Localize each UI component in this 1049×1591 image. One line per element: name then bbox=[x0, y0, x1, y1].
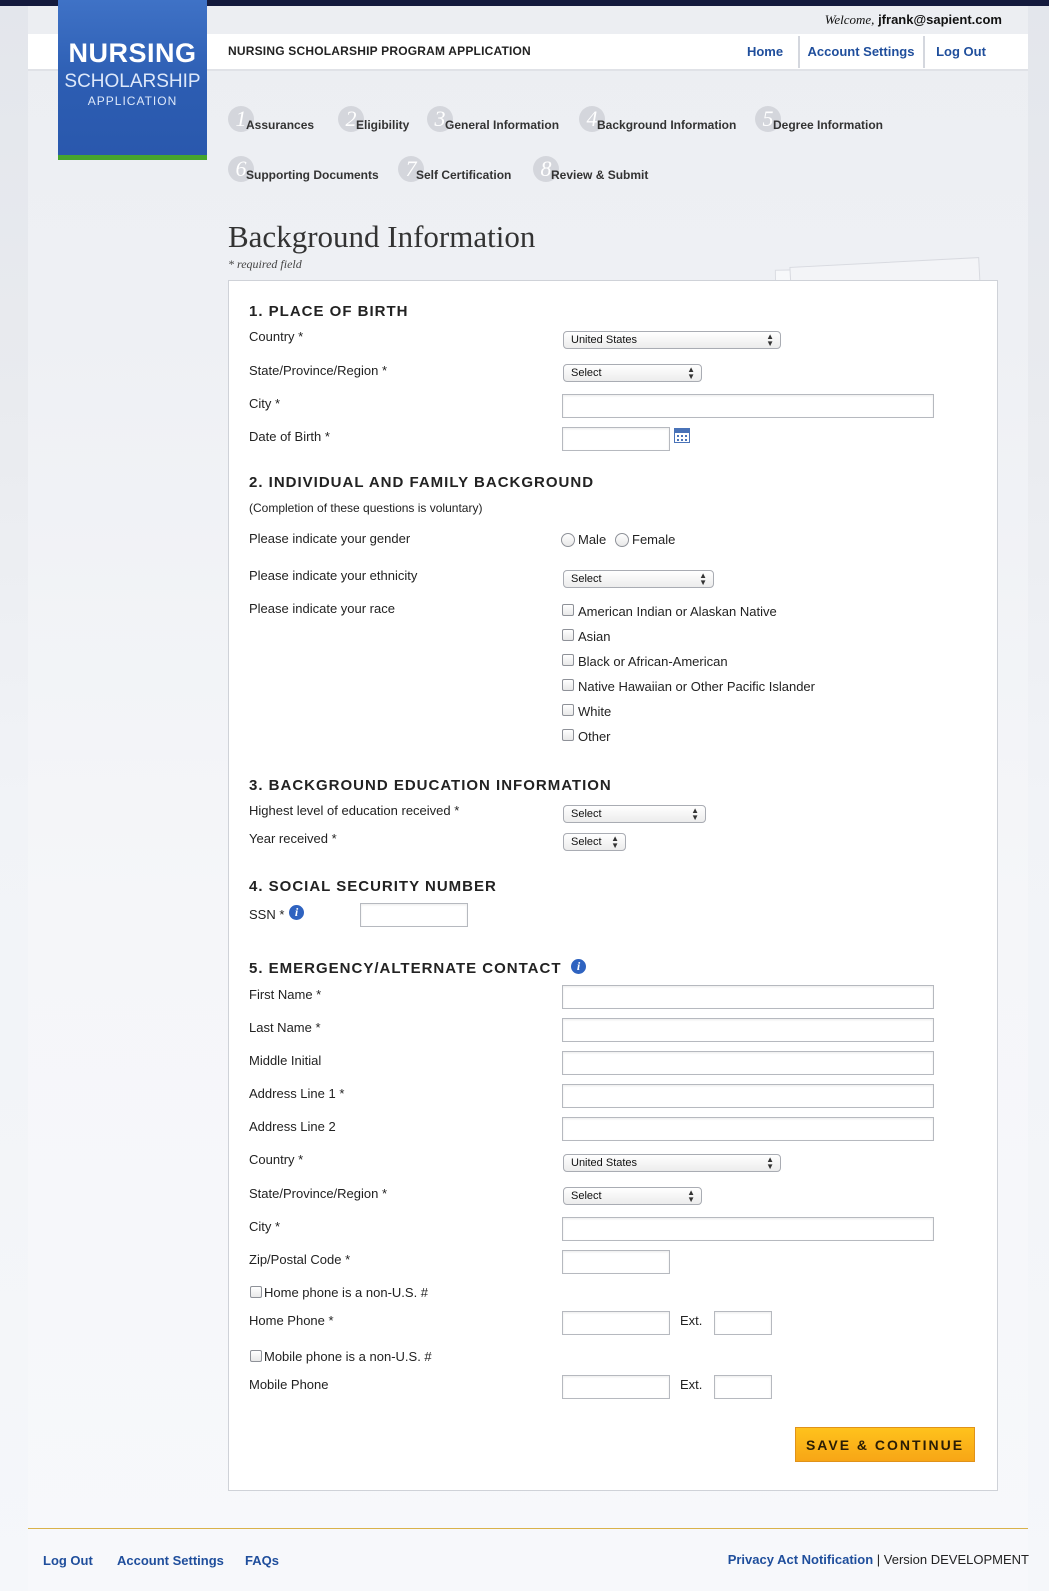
step-label: Self Certification bbox=[416, 168, 512, 182]
select-value: United States bbox=[571, 1157, 638, 1169]
logo-line2: SCHOLARSHIP bbox=[64, 71, 201, 92]
gender-label: Please indicate your gender bbox=[249, 531, 411, 546]
step-label: Supporting Documents bbox=[246, 168, 379, 182]
gender-female-radio[interactable] bbox=[615, 533, 629, 547]
select-value: Select bbox=[571, 836, 602, 848]
address2-label: Address Line 2 bbox=[249, 1119, 336, 1134]
select-value: Select bbox=[571, 808, 602, 820]
contact-city-input[interactable] bbox=[562, 1217, 934, 1241]
zip-label: Zip/Postal Code * bbox=[249, 1252, 351, 1267]
step-label: Eligibility bbox=[356, 118, 410, 132]
step-background-information[interactable] bbox=[579, 106, 736, 132]
mobile-phone-nonus-checkbox[interactable] bbox=[250, 1350, 262, 1362]
step-number: 3 bbox=[427, 106, 453, 132]
step-assurances[interactable] bbox=[228, 106, 314, 132]
home-ext-label: Ext. bbox=[680, 1313, 703, 1328]
select-value: Select bbox=[571, 367, 602, 379]
mobile-phone-input[interactable] bbox=[562, 1375, 670, 1399]
nav-home[interactable]: Home bbox=[746, 44, 784, 59]
save-and-continue-button[interactable]: SAVE & CONTINUE bbox=[795, 1427, 975, 1462]
step-review-submit[interactable] bbox=[533, 156, 648, 182]
contact-state-label: State/Province/Region * bbox=[249, 1186, 388, 1201]
step-label: Background Information bbox=[597, 118, 737, 132]
race-option-label[interactable]: Other bbox=[578, 729, 611, 744]
last-name-label: Last Name * bbox=[249, 1020, 321, 1035]
middle-initial-input[interactable] bbox=[562, 1051, 934, 1075]
nursing-scholarship-logo[interactable] bbox=[58, 0, 207, 160]
year-received-select[interactable] bbox=[563, 833, 626, 851]
step-number: 5 bbox=[755, 106, 781, 132]
version-text: | Version DEVELOPMENT bbox=[876, 1552, 1029, 1567]
footer-version bbox=[728, 1552, 1029, 1567]
section-heading-education: 3. BACKGROUND EDUCATION INFORMATION bbox=[249, 777, 612, 794]
footer-account-settings-link[interactable]: Account Settings bbox=[117, 1553, 224, 1568]
logo-line3: APPLICATION bbox=[87, 94, 178, 108]
gender-female-label[interactable]: Female bbox=[632, 532, 676, 547]
select-arrows-icon: ▲ ▼ bbox=[766, 332, 774, 348]
step-number: 7 bbox=[398, 156, 424, 182]
select-value: Select bbox=[571, 1190, 602, 1202]
home-phone-nonus-checkbox[interactable] bbox=[250, 1286, 262, 1298]
race-option-label[interactable]: Asian bbox=[578, 629, 611, 644]
race-checkbox[interactable] bbox=[562, 704, 574, 716]
home-phone-input[interactable] bbox=[562, 1311, 670, 1335]
home-phone-label: Home Phone * bbox=[249, 1313, 334, 1328]
birth-state-select[interactable] bbox=[563, 364, 702, 382]
select-arrows-icon: ▲ ▼ bbox=[687, 1188, 695, 1204]
address1-label: Address Line 1 * bbox=[249, 1086, 345, 1101]
section-heading-ssn: 4. SOCIAL SECURITY NUMBER bbox=[249, 878, 497, 895]
address1-input[interactable] bbox=[562, 1084, 934, 1108]
section-heading-emergency-contact: 5. EMERGENCY/ALTERNATE CONTACT bbox=[249, 960, 562, 977]
dob-label: Date of Birth * bbox=[249, 429, 330, 444]
welcome-prefix: Welcome, bbox=[824, 12, 875, 27]
race-checkbox[interactable] bbox=[562, 679, 574, 691]
nav-log-out[interactable]: Log Out bbox=[936, 44, 986, 59]
race-option-label[interactable]: American Indian or Alaskan Native bbox=[578, 604, 777, 619]
birth-city-input[interactable] bbox=[562, 394, 934, 418]
ethnicity-select[interactable] bbox=[563, 570, 714, 588]
gender-male-radio[interactable] bbox=[561, 533, 575, 547]
ethnicity-label: Please indicate your ethnicity bbox=[249, 568, 418, 583]
page-title: Background Information bbox=[228, 219, 536, 254]
education-level-select[interactable] bbox=[563, 805, 706, 823]
race-option-label[interactable]: White bbox=[578, 704, 612, 719]
emergency-contact-info-icon[interactable]: i bbox=[571, 959, 586, 974]
year-received-label: Year received * bbox=[249, 831, 337, 846]
select-arrows-icon: ▲ ▼ bbox=[699, 571, 707, 587]
education-level-label: Highest level of education received * bbox=[249, 803, 460, 818]
ssn-info-icon[interactable]: i bbox=[289, 905, 304, 920]
step-degree-information[interactable] bbox=[755, 106, 883, 132]
race-option-label[interactable]: Native Hawaiian or Other Pacific Islander bbox=[578, 679, 815, 694]
mobile-phone-nonus-label[interactable]: Mobile phone is a non-U.S. # bbox=[264, 1349, 432, 1364]
birth-city-label: City * bbox=[249, 396, 281, 411]
app-title: NURSING SCHOLARSHIP PROGRAM APPLICATION bbox=[228, 44, 531, 58]
select-value: United States bbox=[571, 334, 638, 346]
mobile-ext-input[interactable] bbox=[714, 1375, 772, 1399]
race-checkbox[interactable] bbox=[562, 729, 574, 741]
first-name-label: First Name * bbox=[249, 987, 322, 1002]
step-supporting-documents[interactable] bbox=[228, 156, 379, 182]
step-label: Assurances bbox=[246, 118, 315, 132]
race-checkbox[interactable] bbox=[562, 629, 574, 641]
step-number: 6 bbox=[228, 156, 254, 182]
select-arrows-icon: ▲ ▼ bbox=[691, 806, 699, 822]
ssn-input[interactable] bbox=[360, 903, 468, 927]
voluntary-note: (Completion of these questions is voluntary) bbox=[249, 501, 483, 515]
step-number: 1 bbox=[228, 106, 254, 132]
select-arrows-icon: ▲ ▼ bbox=[687, 365, 695, 381]
birth-country-select[interactable] bbox=[563, 331, 781, 349]
mobile-phone-label: Mobile Phone bbox=[249, 1377, 329, 1392]
contact-city-label: City * bbox=[249, 1219, 281, 1234]
contact-country-select[interactable] bbox=[563, 1154, 781, 1172]
welcome-message bbox=[825, 12, 1002, 28]
home-phone-nonus-label[interactable]: Home phone is a non-U.S. # bbox=[264, 1285, 429, 1300]
ssn-label: SSN * bbox=[249, 907, 285, 922]
race-option-label[interactable]: Black or African-American bbox=[578, 654, 728, 669]
select-value: Select bbox=[571, 573, 602, 585]
step-self-certification[interactable] bbox=[398, 156, 511, 182]
middle-initial-label: Middle Initial bbox=[249, 1053, 322, 1068]
step-label: General Information bbox=[445, 118, 560, 132]
step-number: 4 bbox=[579, 106, 605, 132]
section-heading-place-of-birth: 1. PLACE OF BIRTH bbox=[249, 303, 409, 320]
nav-account-settings[interactable]: Account Settings bbox=[807, 44, 915, 59]
step-label: Degree Information bbox=[773, 118, 884, 132]
race-label: Please indicate your race bbox=[249, 601, 395, 616]
contact-state-select[interactable] bbox=[563, 1187, 702, 1205]
logo-line1: NURSING bbox=[68, 38, 197, 68]
footer-divider bbox=[28, 1528, 1028, 1529]
footer-log-out-link[interactable]: Log Out bbox=[43, 1553, 93, 1568]
step-eligibility[interactable] bbox=[338, 106, 409, 132]
gender-male-label[interactable]: Male bbox=[578, 532, 607, 547]
birth-country-label: Country * bbox=[249, 329, 304, 344]
nav-separator bbox=[923, 36, 925, 68]
last-name-input[interactable] bbox=[562, 1018, 934, 1042]
birth-state-label: State/Province/Region * bbox=[249, 363, 388, 378]
mobile-ext-label: Ext. bbox=[680, 1377, 703, 1392]
home-ext-input[interactable] bbox=[714, 1311, 772, 1335]
race-checkbox[interactable] bbox=[562, 654, 574, 666]
step-general-information[interactable] bbox=[427, 106, 559, 132]
select-arrows-icon: ▲ ▼ bbox=[611, 834, 619, 850]
contact-country-label: Country * bbox=[249, 1152, 304, 1167]
step-number: 2 bbox=[338, 106, 364, 132]
welcome-user: jfrank@sapient.com bbox=[878, 12, 1002, 27]
section-heading-background: 2. INDIVIDUAL AND FAMILY BACKGROUND bbox=[249, 474, 595, 491]
race-checkbox[interactable] bbox=[562, 604, 574, 616]
address2-input[interactable] bbox=[562, 1117, 934, 1141]
step-number: 8 bbox=[533, 156, 559, 182]
first-name-input[interactable] bbox=[562, 985, 934, 1009]
zip-input[interactable] bbox=[562, 1250, 670, 1274]
select-arrows-icon: ▲ ▼ bbox=[766, 1155, 774, 1171]
step-label: Review & Submit bbox=[551, 168, 649, 182]
footer-faqs-link[interactable]: FAQs bbox=[245, 1553, 279, 1568]
required-field-note: * required field bbox=[228, 257, 302, 271]
dob-input[interactable] bbox=[562, 427, 670, 451]
calendar-icon[interactable] bbox=[674, 428, 690, 443]
privacy-act-link[interactable]: Privacy Act Notification bbox=[727, 1552, 874, 1567]
